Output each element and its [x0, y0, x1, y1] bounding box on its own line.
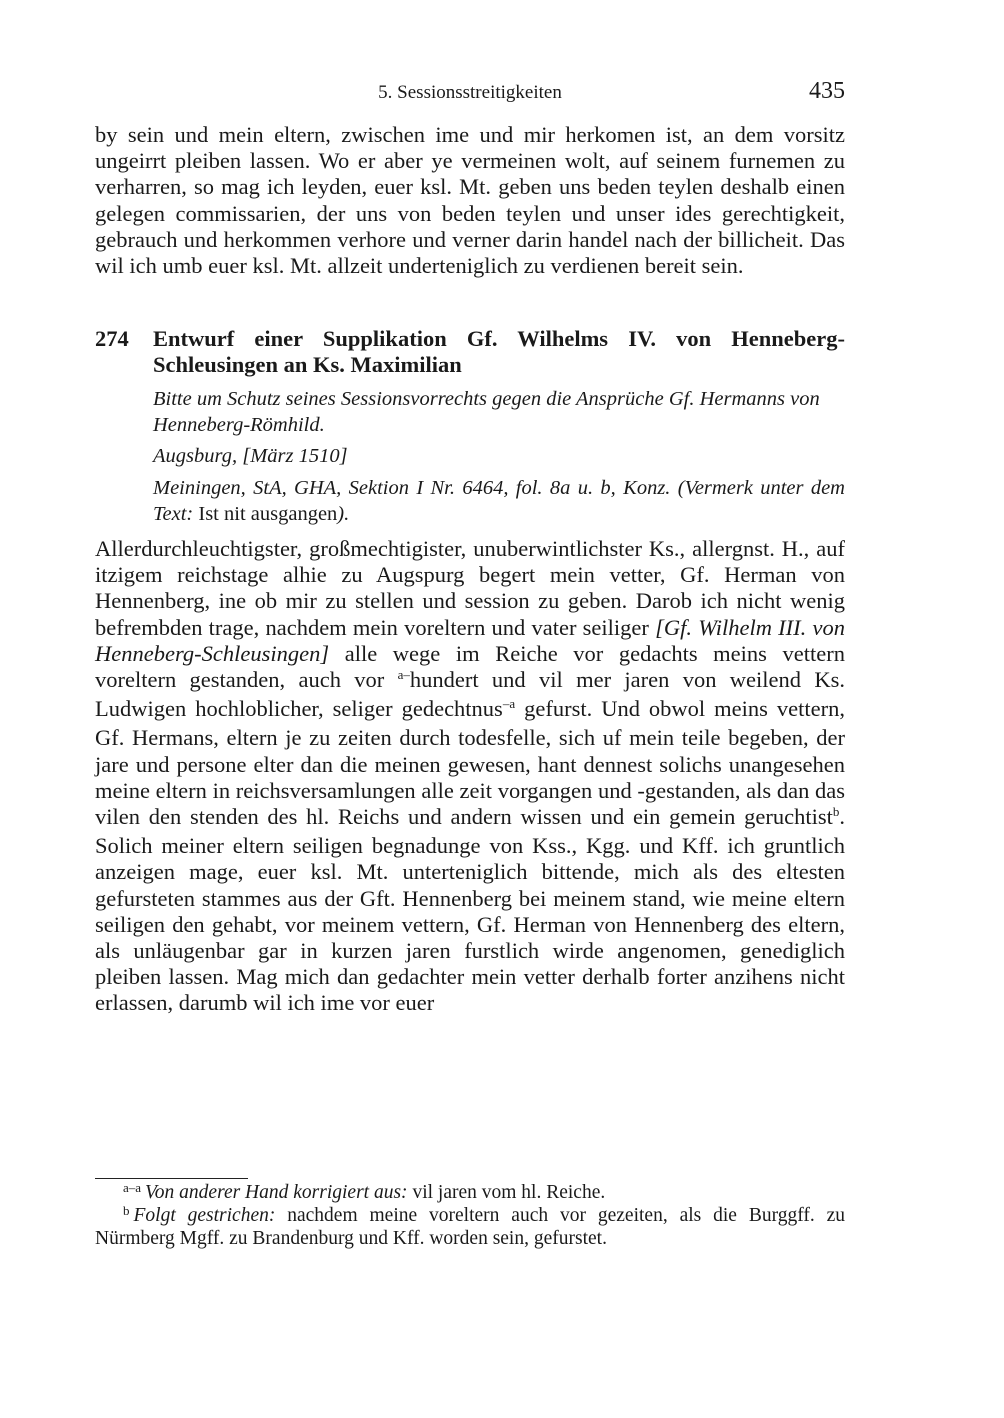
document-heading: [95, 326, 845, 527]
page-number: 435: [809, 78, 845, 104]
footnote-b-mark: b: [123, 1203, 130, 1218]
continuation-paragraph: by sein und mein eltern, zwischen ime und mir herkomen ist, an dem vorsitz ungeirrt pleiben lassen. Wo er aber ye vermeinen wolt, auf seinem furnemen zu verharren, so mag ich leyden, euer ksl. Mt. geben uns beden teylen deshalb einen gelegen commissarien, der uns von beden teylen und unser ides gerechtigkeit, gebrauch und herkommen verhore und verner darin handel nach der billicheit. Das wil ich umb euer ksl. Mt. allzeit underteniglich zu verdienen bereit sein.: [95, 122, 845, 279]
footnote-divider: [95, 1178, 248, 1179]
page-header: [95, 78, 845, 108]
footnote-mark-b: b: [832, 804, 840, 820]
document-regest: Bitte um Schutz seines Sessionsvorrechts gegen die Ansprüche Gf. Hermanns von Henneberg-Römhild.: [153, 388, 820, 436]
footnote-b-label: Folgt gestrichen:: [133, 1205, 276, 1226]
footnote-a-mark: a–a: [123, 1180, 142, 1195]
footnote-a-label: Von anderer Hand korrigiert aus:: [145, 1182, 408, 1203]
footnote-mark-a-close: –a: [502, 696, 516, 712]
footnote-mark-a-open: a–: [397, 667, 410, 683]
source-note: Ist nit ausgangen: [193, 503, 338, 525]
footnotes: [95, 1182, 845, 1250]
main-text-part-4: gefurst. Und obwol meins vettern, Gf. Hermans, eltern je zu zeiten durch todesfelle, sich uf mein teile begeben, der jare und persone elter dan die meinen gewesen, hant dennest solichs unangesehen meine eltern in reichsversamlungen alle zeit vorgangen und -gestanden, als dan das vilen den stenden des hl. Reichs und andern wissen und ein gemein geruchtist: [95, 696, 845, 830]
source-prefix: Meiningen, StA, GHA, Sektion I Nr. 6464, fol. 8a u. b, Konz. (Vermerk unter dem Text:: [153, 477, 845, 525]
footnote-a: [95, 1182, 845, 1205]
main-paragraph: [95, 536, 845, 1017]
editorial-insert: [Gf. Wilhelm III. von Henneberg-Schleusingen]: [95, 614, 845, 666]
main-text-part-2: alle wege im Reiche vor gedachts meins vettern voreltern gestanden, auch vor: [95, 640, 845, 693]
document-number: 274: [95, 326, 129, 351]
document-title-row: [95, 326, 845, 378]
main-text-part-5: . Solich meiner eltern seiligen begnadunge von Kss., Kgg. und Kff. ich gruntlich anzeigen mage, euer ksl. Mt. unterteniglich bittende, mich als des eltesten gefursteten stammes aus der Gft. Hennenberg bei meinem stand, wie meine eltern seiligen den gehabt, vor meinem vettern, Gf. Herman von Hennenberg des eltern, als unläugenbar gar in kurzen jaren furstlich wirde angenomen, genediglich pleiben lassen. Mag mich dan gedachter mein vetter derhalb forter anzihens nicht erlassen, darumb wil ich ime vor euer: [95, 804, 845, 1016]
footnote-a-text: vil jaren vom hl. Reiche.: [407, 1182, 606, 1203]
main-text-part-3: hundert und vil mer jaren von weilend Ks. Ludwigen hochloblicher, seliger gedechtnus: [95, 667, 845, 722]
document-source: [153, 475, 845, 527]
document-title: Entwurf einer Supplikation Gf. Wilhelms IV. von Henneberg-Schleusingen an Ks. Maximilian: [153, 326, 845, 377]
source-suffix: ).: [337, 503, 350, 525]
footnote-b-text: nachdem meine voreltern auch vor gezeiten, als die Burggff. zu Nürmberg Mgff. zu Brandenburg und Kff. worden sein, gefurstet.: [95, 1205, 846, 1249]
main-text-part-1: Allerdurchleuchtigster, großmechtigister, unuberwintlichster Ks., allergnst. H., auf itzigem reichstage alhie zu Augspurg begert mein vetter, Gf. Herman von Hennenberg, ine ob mir zu stellen und session zu geben. Darob ich nicht wenig befrembden trage, nachdem mein voreltern und vater seiliger: [95, 536, 845, 640]
footnote-b: [95, 1205, 845, 1250]
document-meta: [153, 386, 845, 527]
document-date: Augsburg, [März 1510]: [153, 445, 348, 467]
running-head: 5. Sessionsstreitigkeiten: [378, 82, 562, 103]
